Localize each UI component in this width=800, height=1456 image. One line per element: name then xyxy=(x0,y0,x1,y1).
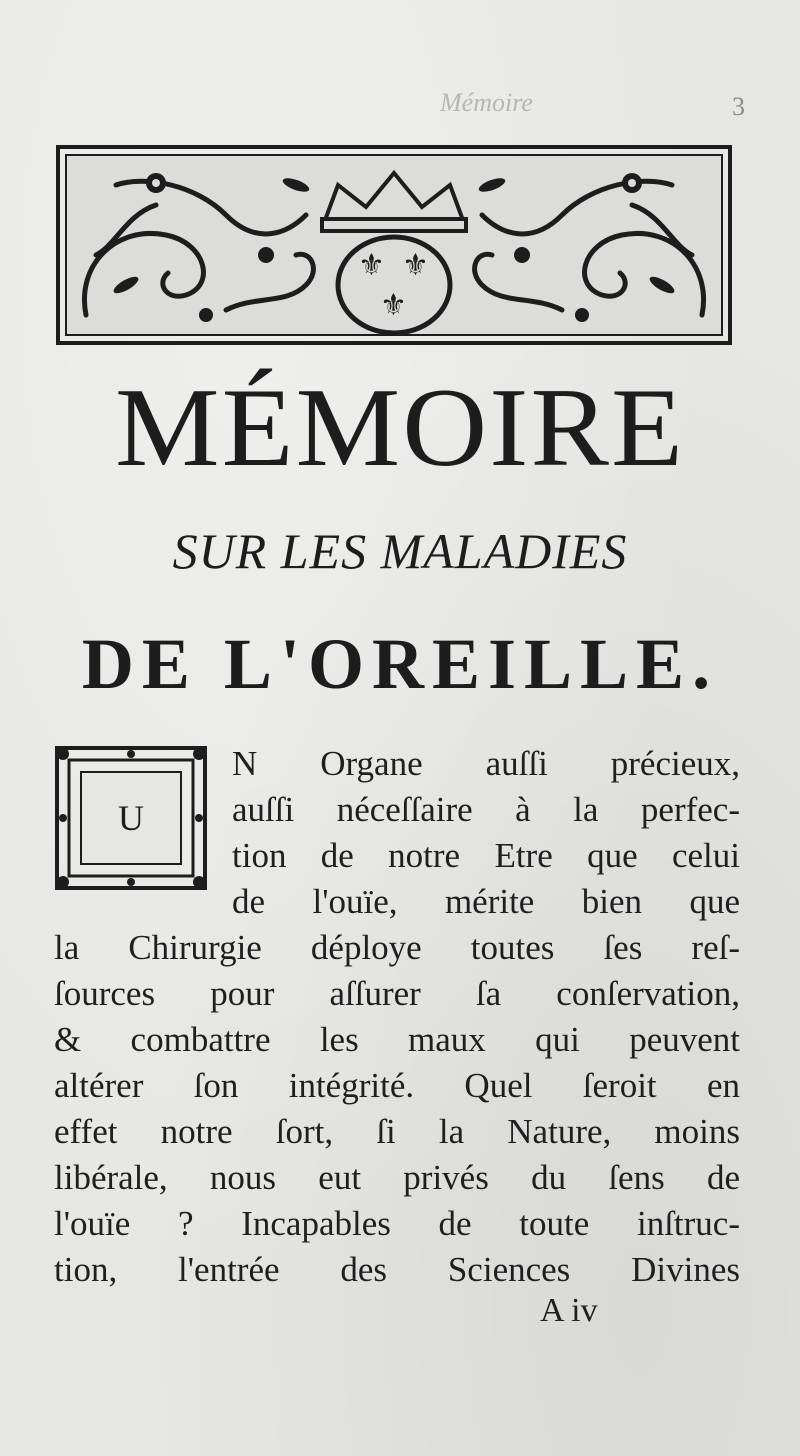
body-line-4: de l'ouïe, mérite bien que xyxy=(232,882,740,921)
body-line-1: N Organe auſſi précieux, xyxy=(232,744,740,783)
body-line-6: ſources pour aſſurer ſa conſervation, xyxy=(54,974,740,1013)
bleed-through-header: Mémoire xyxy=(440,88,533,117)
body-line-8: altérer ſon intégrité. Quel ſeroit en xyxy=(54,1066,740,1105)
page-number: 3 xyxy=(732,92,745,121)
signature-mark: A iv xyxy=(540,1292,598,1329)
title-line-three: DE L'OREILLE. xyxy=(81,624,719,704)
body-line-7: & combattre les maux qui peuvent xyxy=(54,1020,740,1059)
dropcap-letter: U xyxy=(118,798,144,838)
title-subtitle: SUR LES MALADIES xyxy=(172,523,628,579)
body-line-10: libérale, nous eut privés du ſens de xyxy=(54,1158,740,1197)
headpiece-ornament xyxy=(56,145,732,345)
body-line-12: tion, l'entrée des Sciences Divines xyxy=(54,1250,740,1289)
svg-text:⚜: ⚜ xyxy=(380,288,407,323)
body-line-3: tion de notre Etre que celui xyxy=(232,836,740,875)
svg-text:⚜: ⚜ xyxy=(358,248,385,283)
body-line-2: auſſi néceſſaire à la perfec- xyxy=(232,790,740,829)
svg-text:⚜: ⚜ xyxy=(402,248,429,283)
title-main: MÉMOIRE xyxy=(114,366,686,490)
body-line-9: effet notre ſort, ſi la Nature, moins xyxy=(54,1112,740,1151)
body-line-11: l'ouïe ? Incapables de toute inſtruc- xyxy=(54,1204,740,1243)
body-line-5: la Chirurgie déploye toutes ſes reſ- xyxy=(54,928,740,967)
